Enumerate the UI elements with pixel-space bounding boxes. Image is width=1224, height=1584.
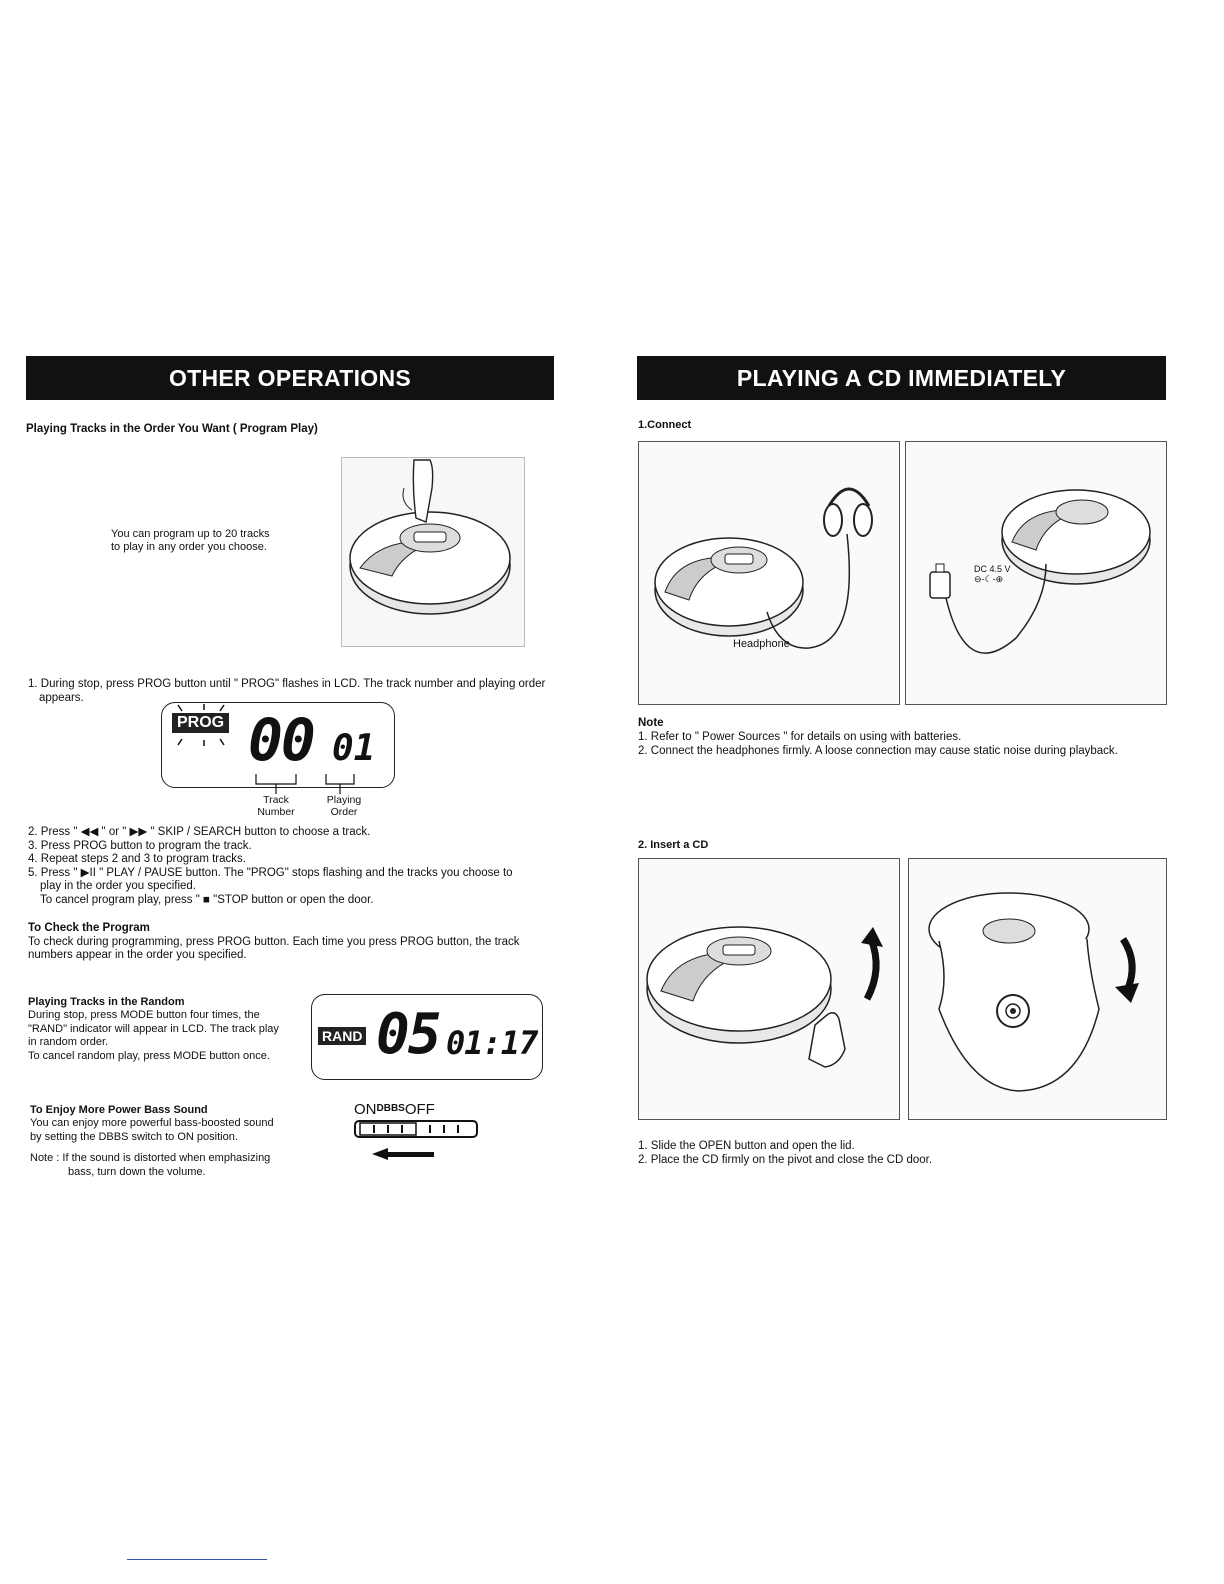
program-cancel: To cancel program play, press " ■ "STOP button or open the door. bbox=[40, 893, 374, 906]
random-line-1: During stop, press MODE button four times, the bbox=[28, 1009, 260, 1022]
left-banner-title: OTHER OPERATIONS bbox=[168, 364, 412, 391]
connect-note-heading: Note bbox=[638, 717, 664, 729]
dc-adapter-illustration bbox=[905, 441, 1167, 705]
playing-order-label-2: Order bbox=[330, 806, 358, 818]
bass-note-line-2: bass, turn down the volume. bbox=[68, 1165, 206, 1178]
insert-step-2: 2. Place the CD firmly on the pivot and close the CD door. bbox=[638, 1154, 933, 1166]
program-step-5-cont: play in the order you specified. bbox=[40, 880, 196, 893]
connect-heading: 1.Connect bbox=[638, 419, 692, 431]
headphone-connection-illustration bbox=[639, 442, 899, 704]
footer-rule bbox=[127, 1559, 267, 1560]
track-number-label-1: Track bbox=[263, 794, 289, 806]
rand-track-digits: 05 bbox=[376, 1002, 440, 1067]
track-number-label bbox=[252, 794, 300, 818]
headphone-illustration bbox=[638, 441, 900, 705]
program-step-1-text: 1. During stop, press PROG button until " PROG" flashes in LCD. The track number and playing order bbox=[28, 678, 546, 690]
cd-player-press-illustration bbox=[342, 458, 524, 646]
bass-line-1: You can enjoy more powerful bass-boosted sound bbox=[30, 1117, 274, 1130]
program-step-3: 3. Press PROG button to program the track. bbox=[28, 839, 252, 852]
lcd-callout-lines bbox=[250, 772, 360, 794]
flash-rays-icon bbox=[164, 703, 234, 747]
dc-voltage-label: DC 4.5 V bbox=[974, 564, 1011, 574]
playing-order-label-1: Playing bbox=[326, 794, 362, 806]
program-step-2: 2. Press " ◀◀ " or " ▶▶ " SKIP / SEARCH button to choose a track. bbox=[28, 826, 371, 838]
program-intro-line-2: to play in any order you choose. bbox=[111, 541, 267, 553]
dbbs-on-label: ON bbox=[354, 1101, 377, 1118]
bass-heading: To Enjoy More Power Bass Sound bbox=[30, 1104, 208, 1116]
check-program-line-1: To check during programming, press PROG button. Each time you press PROG button, the track bbox=[28, 935, 520, 948]
program-intro-line-1: You can program up to 20 tracks bbox=[111, 528, 270, 540]
dbbs-off-label: OFF bbox=[404, 1101, 435, 1118]
playing-order-label bbox=[321, 794, 367, 818]
rand-badge: RAND bbox=[318, 1027, 366, 1045]
dbbs-switch-diagram bbox=[354, 1101, 482, 1167]
random-section bbox=[28, 996, 308, 1063]
open-lid-illustration-svg bbox=[639, 859, 899, 1119]
rand-lcd bbox=[311, 994, 543, 1080]
dc-adapter-connection-illustration bbox=[906, 442, 1166, 704]
headphone-label: Headphone bbox=[733, 638, 790, 650]
insert-steps bbox=[638, 1139, 1198, 1167]
program-illustration bbox=[341, 457, 525, 647]
program-steps bbox=[28, 826, 558, 908]
open-lid-illustration bbox=[638, 858, 900, 1120]
program-step-4: 4. Repeat steps 2 and 3 to program tracks. bbox=[28, 853, 246, 866]
right-banner bbox=[637, 356, 1166, 400]
program-step-1-cont: appears. bbox=[39, 692, 84, 704]
dc-label bbox=[974, 564, 1011, 584]
place-cd-illustration-svg bbox=[909, 859, 1166, 1119]
bass-line-2: by setting the DBBS switch to ON position. bbox=[30, 1130, 238, 1143]
random-line-4: To cancel random play, press MODE button once. bbox=[28, 1049, 270, 1062]
right-banner-title: PLAYING A CD IMMEDIATELY bbox=[736, 364, 1067, 391]
random-line-3: in random order. bbox=[28, 1036, 109, 1049]
random-line-2: "RAND" indicator will appear in LCD. The track play bbox=[28, 1022, 279, 1035]
check-program-line-2: numbers appear in the order you specified. bbox=[28, 949, 247, 962]
dc-polarity-label: ⊖-☾-⊕ bbox=[974, 574, 1004, 584]
bass-section bbox=[30, 1104, 310, 1179]
check-program-heading: To Check the Program bbox=[28, 922, 150, 934]
program-play-heading: Playing Tracks in the Order You Want ( Program Play) bbox=[26, 423, 318, 435]
connect-notes bbox=[638, 716, 1198, 758]
rand-time-digits: 01:17 bbox=[446, 1024, 538, 1062]
place-cd-illustration bbox=[908, 858, 1167, 1120]
insert-heading: 2. Insert a CD bbox=[638, 839, 709, 851]
prog-track-digits: 00 bbox=[248, 706, 314, 774]
dbbs-switch-icon bbox=[354, 1118, 482, 1162]
dbbs-label: DBBS bbox=[376, 1103, 405, 1114]
prog-badge: PROG bbox=[172, 713, 229, 733]
connect-note-1: 1. Refer to " Power Sources " for details on using with batteries. bbox=[638, 731, 962, 743]
insert-step-1: 1. Slide the OPEN button and open the lid. bbox=[638, 1140, 855, 1152]
prog-order-digits: 01 bbox=[332, 728, 376, 769]
left-banner bbox=[26, 356, 554, 400]
bass-note-line-1: Note : If the sound is distorted when emphasizing bbox=[30, 1152, 271, 1165]
check-program-section bbox=[28, 922, 558, 963]
program-step-1 bbox=[28, 677, 568, 705]
program-step-5: 5. Press " ▶II " PLAY / PAUSE button. The "PROG" stops flashing and the tracks you choose to bbox=[28, 866, 513, 879]
connect-note-2: 2. Connect the headphones firmly. A loose connection may cause static noise during playback. bbox=[638, 745, 1118, 757]
track-number-label-2: Number bbox=[257, 806, 295, 818]
random-heading: Playing Tracks in the Random bbox=[28, 996, 185, 1008]
program-intro bbox=[111, 528, 270, 554]
